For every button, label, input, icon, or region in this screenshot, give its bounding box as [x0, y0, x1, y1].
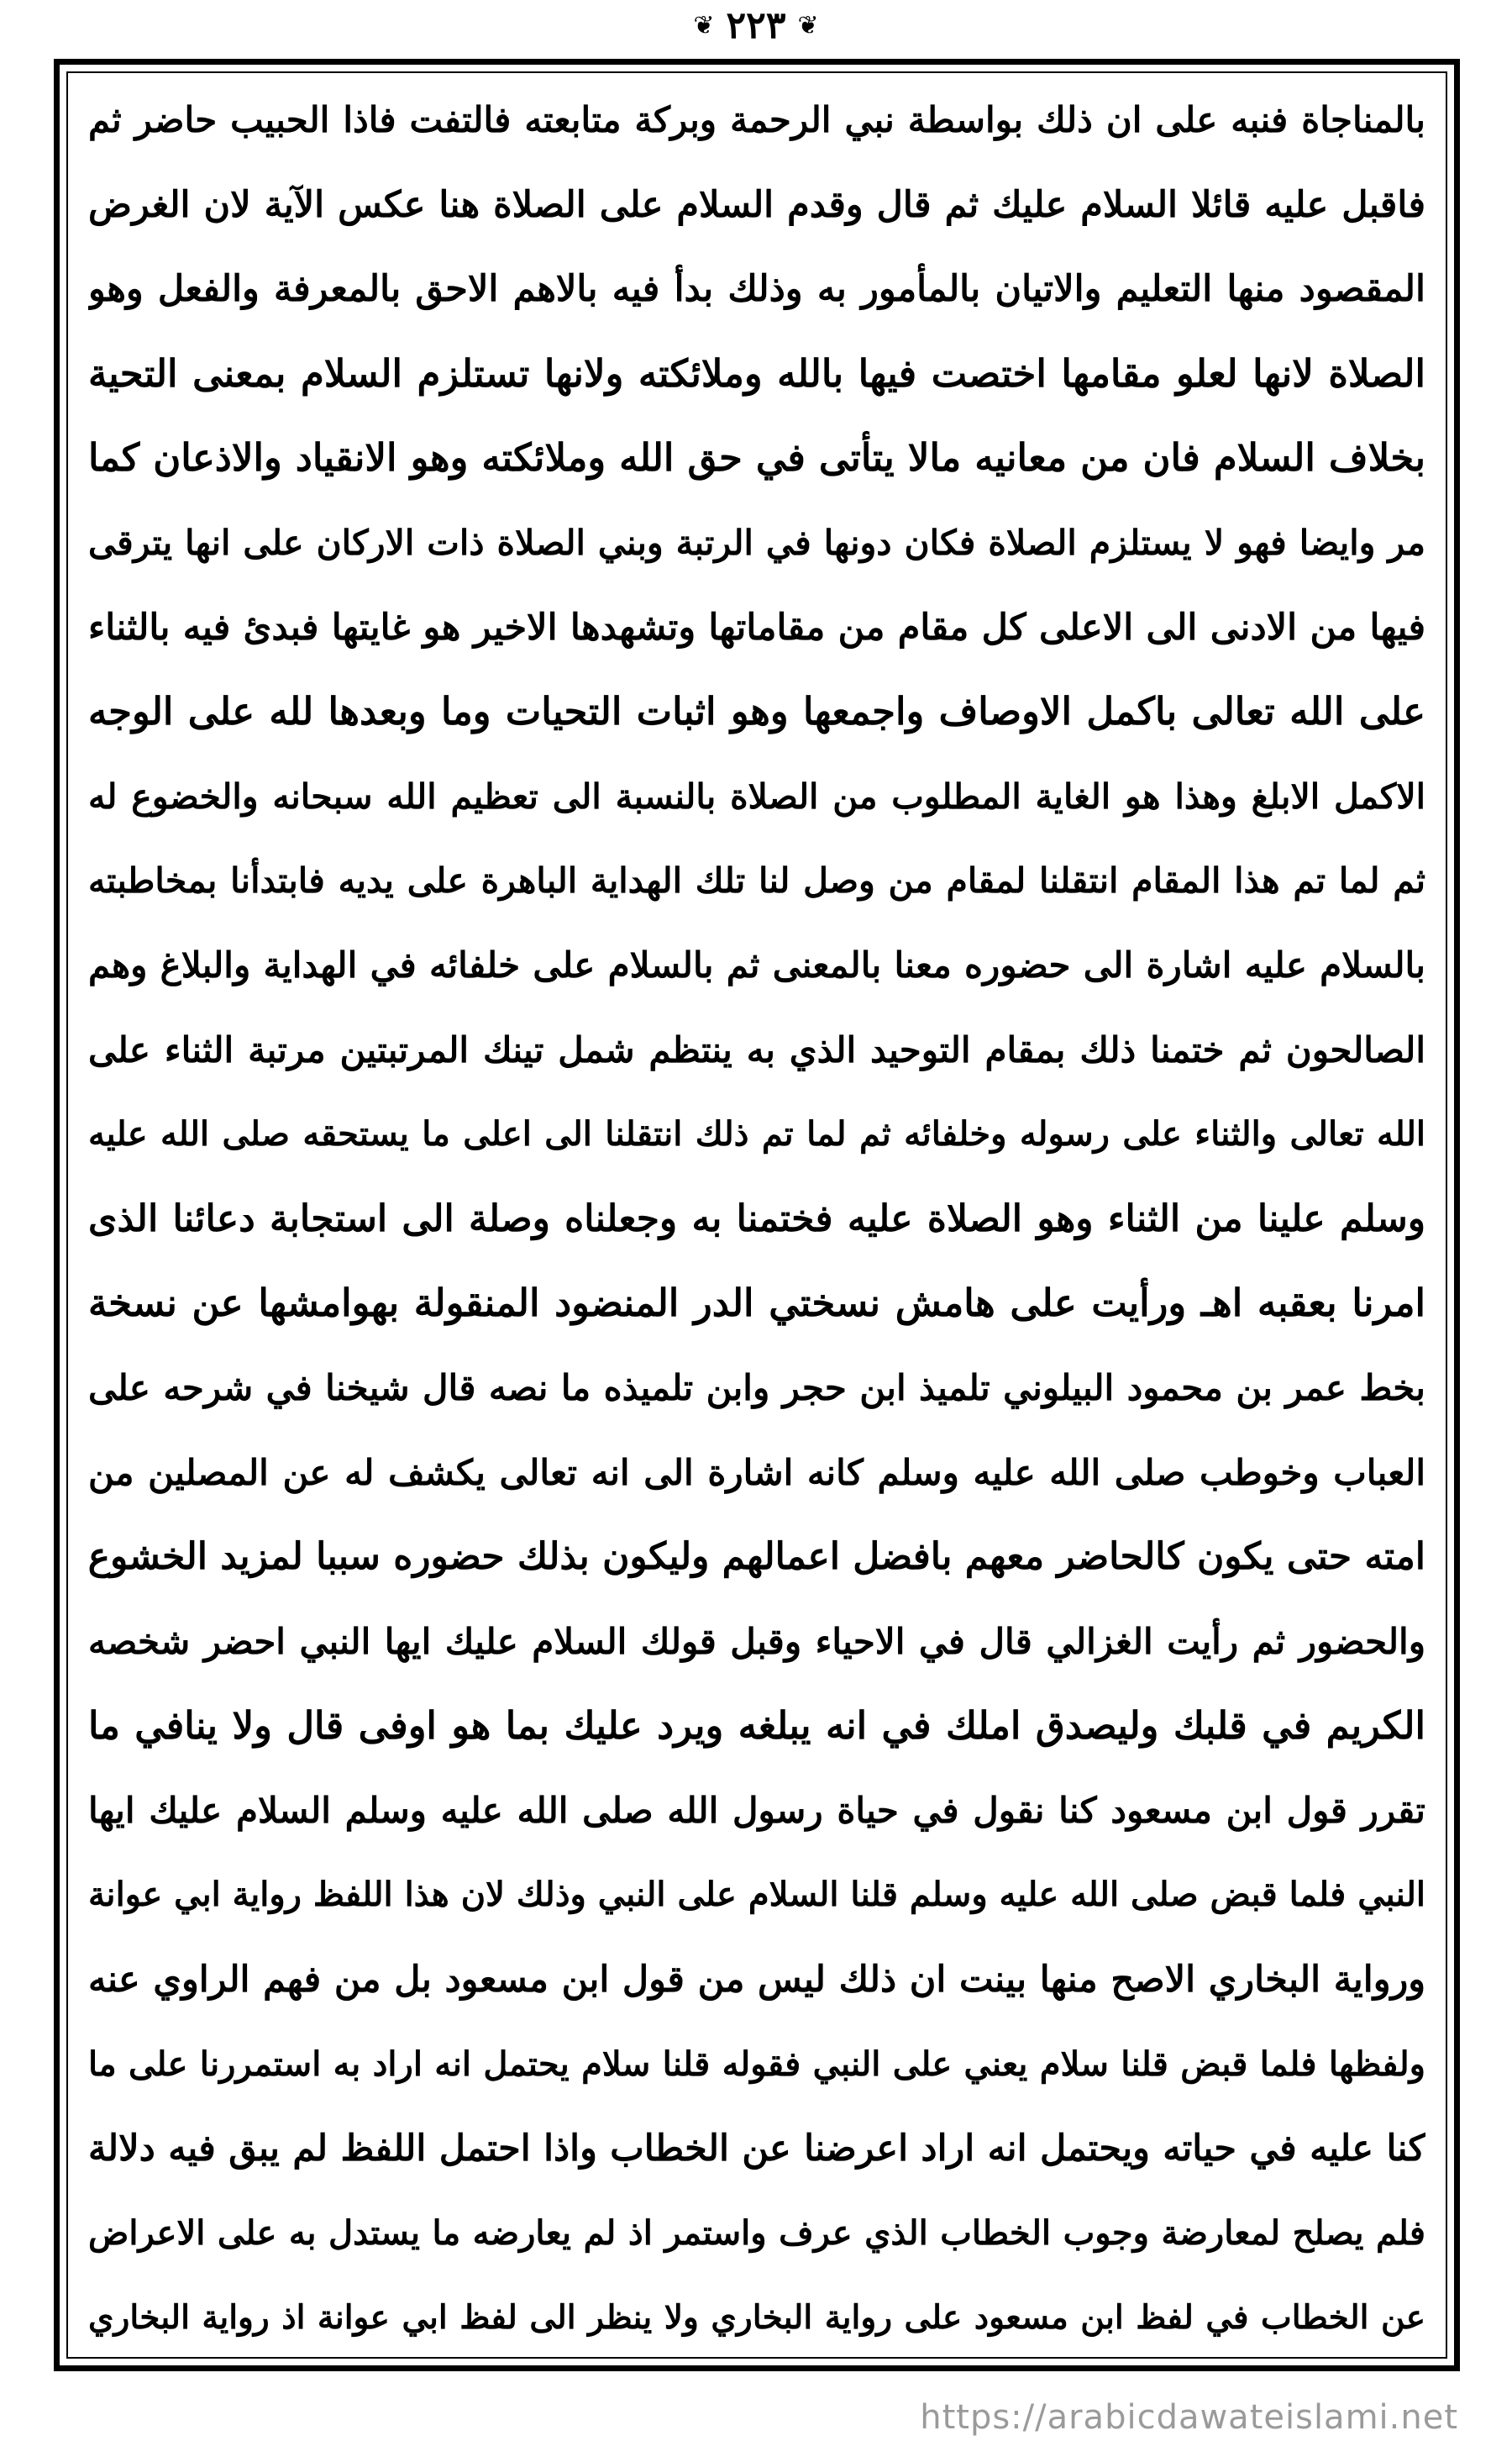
text-line: مر وايضا فهو لا يستلزم الصلاة فكان دونها في الرتبة وبني الصلاة ذات الاركان على انها يترقى — [88, 522, 1425, 563]
text-line: فلم يصلح لمعارضة وجوب الخطاب الذي عرف واستمر اذ لم يعارضه ما يستدل به على الاعراض — [88, 2212, 1425, 2253]
text-line: فاقبل عليه قائلا السلام عليك ثم قال وقدم السلام على الصلاة هنا عكس الآية لان الغرض — [88, 183, 1425, 226]
text-line: ورواية البخاري الاصح منها بينت ان ذلك ليس من قول ابن مسعود بل من فهم الراوي عنه — [88, 1959, 1425, 2002]
text-line: عن الخطاب في لفظ ابن مسعود على رواية البخاري ولا ينظر الى لفظ ابي عوانة اذ رواية البخاري — [88, 2298, 1425, 2338]
text-line: ثم لما تم هذا المقام انتقلنا لمقام من وصل لنا تلك الهداية الباهرة على يديه فابتدأنا بمخاطبته — [88, 860, 1425, 902]
text-line: العباب وخوطب صلى الله عليه وسلم كانه اشارة الى انه تعالى يكشف له عن المصلين من — [88, 1451, 1425, 1493]
left-ornament-icon: ❦ — [693, 11, 715, 40]
text-line: بالمناجاة فنبه على ان ذلك بواسطة نبي الرحمة وبركة متابعته فالتفت فاذا الحبيب حاضر ثم — [88, 99, 1425, 140]
text-line: والحضور ثم رأيت الغزالي قال في الاحياء وقبل قولك السلام عليك ايها النبي احضر شخصه — [88, 1620, 1425, 1662]
page-number: ٢٢٣ — [726, 4, 786, 47]
text-line: النبي فلما قبض صلى الله عليه وسلم قلنا السلام على النبي وذلك لان هذا اللفظ رواية ابي عوانة — [88, 1875, 1425, 1915]
text-line: الصالحون ثم ختمنا ذلك بمقام التوحيد الذي به ينتظم شمل تينك المرتبتين مرتبة الثناء على — [88, 1028, 1425, 1071]
text-line: تقرر قول ابن مسعود كنا نقول في حياة رسول الله صلى الله عليه وسلم السلام عليك ايها — [88, 1789, 1425, 1831]
text-line: بخلاف السلام فان من معانيه مالا يتأتى في حق الله وملائكته وهو الانقياد والاذعان كما — [88, 435, 1425, 481]
text-line: وسلم علينا من الثناء وهو الصلاة عليه فختمنا به وجعلناه وصلة الى استجابة دعائنا الذى — [88, 1197, 1425, 1240]
page-frame — [54, 59, 1460, 2371]
text-line: بخط عمر بن محمود البيلوني تلميذ ابن حجر وابن تلميذه ما نصه قال شيخنا في شرحه على — [88, 1366, 1425, 1408]
page-header — [0, 0, 1512, 52]
text-line: المقصود منها التعليم والاتيان بالمأمور به وذلك بدأ فيه بالاهم الاحق بالمعرفة والفعل وهو — [88, 268, 1425, 311]
text-line: امرنا بعقبه اهـ ورأيت على هامش نسختي الدر المنضود المنقولة بهوامشها عن نسخة — [88, 1281, 1425, 1326]
text-line: على الله تعالى باكمل الاوصاف واجمعها وهو اثبات التحيات وما وبعدها لله على الوجه — [88, 689, 1425, 734]
text-line: الصلاة لانها لعلو مقامها اختصت فيها بالله وملائكته ولانها تستلزم السلام بمعنى التحية — [88, 350, 1425, 396]
right-ornament-icon: ❦ — [797, 11, 819, 40]
text-line: بالسلام عليه اشارة الى حضوره معنا بالمعنى ثم بالسلام على خلفائه في الهداية والبلاغ وهم — [88, 944, 1425, 986]
text-line: الاكمل الابلغ وهذا هو الغاية المطلوب من الصلاة بالنسبة الى تعظيم الله سبحانه والخضوع له — [88, 776, 1425, 817]
text-line: ولفظها فلما قبض قلنا سلام يعني على النبي فقوله قلنا سلام يحتمل انه اراد به استمررنا على ما — [88, 2044, 1425, 2084]
text-line: كنا عليه في حياته ويحتمل انه اراد اعرضنا عن الخطاب واذا احتمل اللفظ لم يبق فيه دلالة — [88, 2128, 1425, 2170]
text-line: الله تعالى والثناء على رسوله وخلفائه ثم لما تم ذلك انتقلنا الى اعلى ما يستحقه صلى الله عليه — [88, 1114, 1425, 1155]
text-body — [88, 75, 1425, 2357]
source-url-link[interactable]: https://arabicdawateislami.net — [920, 2398, 1458, 2437]
text-line: امته حتى يكون كالحاضر معهم بافضل اعمالهم وليكون بذلك حضوره سببا لمزيد الخشوع — [88, 1535, 1425, 1579]
text-line: الكريم في قلبك وليصدق املك في انه يبلغه ويرد عليك بما هو اوفى قال ولا ينافي ما — [88, 1703, 1425, 1749]
text-line: فيها من الادنى الى الاعلى كل مقام من مقاماتها وتشهدها الاخير هو غايتها فبدئ فيه بالثناء — [88, 606, 1425, 649]
